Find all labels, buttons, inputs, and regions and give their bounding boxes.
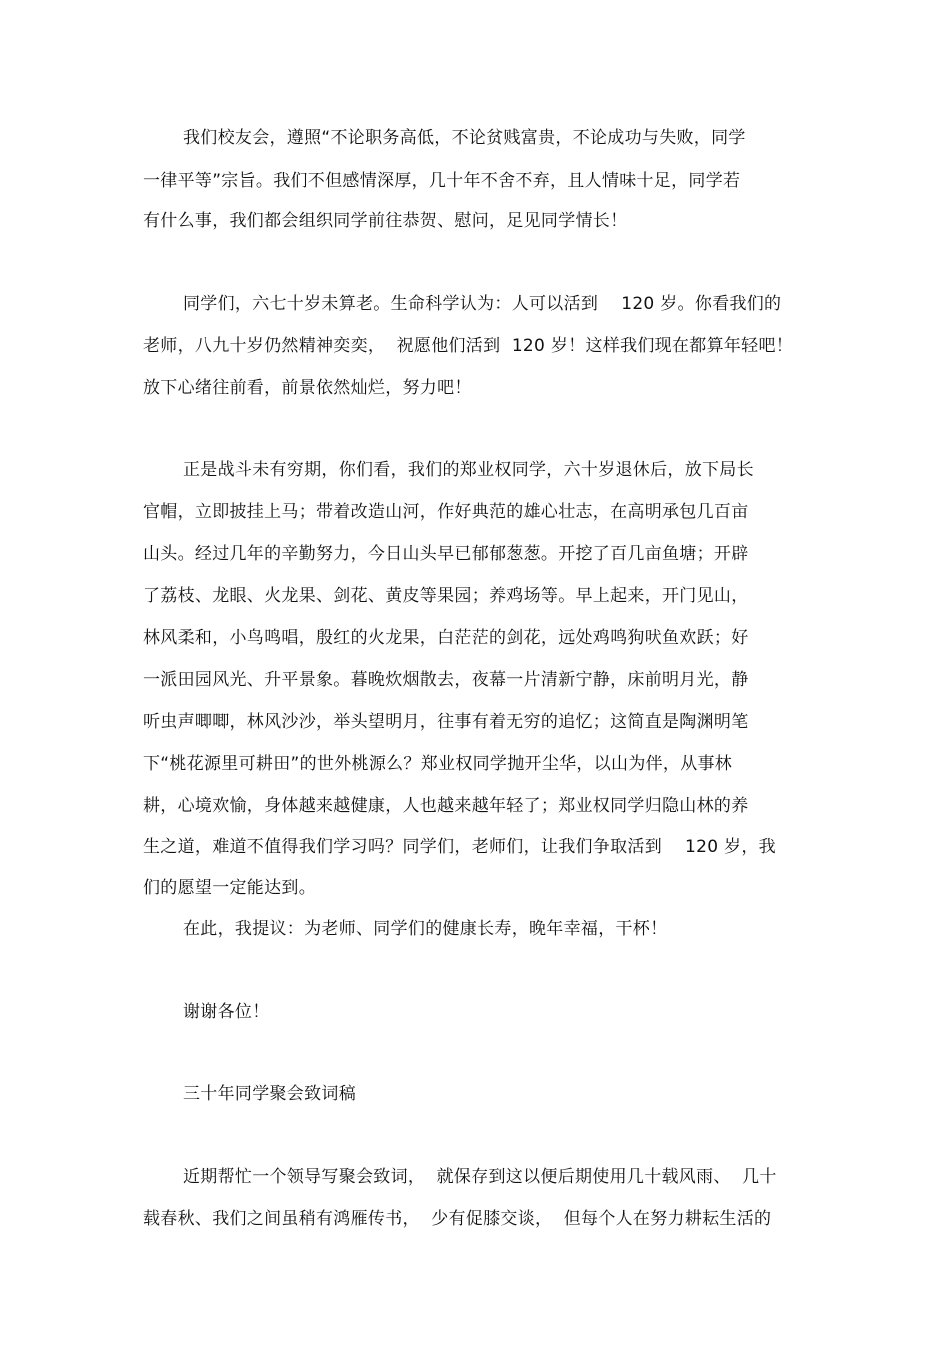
paragraph-3-line-3: 山头。经过几年的辛勤努力，今日山头早已郁郁葱葱。开挖了百几亩鱼塘；开辟 [143,544,749,564]
paragraph-3-line-1: 正是战斗未有穷期，你们看，我们的郑业权同学，六十岁退休后，放下局长 [183,460,754,480]
paragraph-7-line-1: 近期帮忙一个领导写聚会致词， 就保存到这以便后期使用几十载风雨、 几十 [183,1167,777,1187]
section-title: 三十年同学聚会致词稿 [183,1084,356,1104]
paragraph-3-line-2: 官帽，立即披挂上马；带着改造山河，作好典范的雄心壮志，在高明承包几百亩 [143,502,749,522]
paragraph-3-line-6: 一派田园风光、升平景象。暮晚炊烟散去，夜幕一片清新宁静，床前明月光，静 [143,670,749,690]
paragraph-3-line-9: 耕，心境欢愉，身体越来越健康，人也越来越年轻了；郑业权同学归隐山林的养 [143,796,749,816]
paragraph-2-line-2: 老师，八九十岁仍然精神奕奕， 祝愿他们活到 120 岁！这样我们现在都算年轻吧！ [143,336,794,356]
paragraph-3-line-10: 生之道，难道不值得我们学习吗？同学们，老师们，让我们争取活到 120 岁，我 [143,837,776,857]
paragraph-3-line-4: 了荔枝、龙眼、火龙果、剑花、黄皮等果园；养鸡场等。早上起来，开门见山， [143,586,749,606]
paragraph-2-line-1: 同学们，六七十岁未算老。生命科学认为：人可以活到 120 岁。你看我们的 [183,294,782,314]
paragraph-3-line-8: 下“桃花源里可耕田”的世外桃源么？郑业权同学抛开尘华，以山为伴，从事林 [143,754,733,774]
thanks-line: 谢谢各位！ [183,1002,270,1022]
paragraph-1-line-3: 有什么事，我们都会组织同学前往恭贺、慰问，足见同学情长！ [143,211,628,231]
paragraph-1-line-2: 一律平等”宗旨。我们不但感情深厚，几十年不舍不弃，且人情味十足，同学若 [143,171,741,191]
toast-line: 在此，我提议：为老师、同学们的健康长寿，晚年幸福，干杯！ [183,919,668,939]
paragraph-2-line-3: 放下心绪往前看，前景依然灿烂，努力吧！ [143,378,472,398]
paragraph-7-line-2: 载春秋、我们之间虽稍有鸿雁传书， 少有促膝交谈， 但每个人在努力耕耘生活的 [143,1209,772,1229]
paragraph-1-line-1: 我们校友会，遵照“不论职务高低，不论贫贱富贵，不论成功与失败，同学 [183,128,746,148]
paragraph-3-line-5: 林风柔和，小鸟鸣唱，殷红的火龙果，白茫茫的剑花，远处鸡鸣狗吠鱼欢跃；好 [143,628,749,648]
paragraph-3-line-11: 们的愿望一定能达到。 [143,878,316,898]
paragraph-3-line-7: 听虫声唧唧，林风沙沙，举头望明月，往事有着无穷的追忆；这简直是陶渊明笔 [143,712,749,732]
